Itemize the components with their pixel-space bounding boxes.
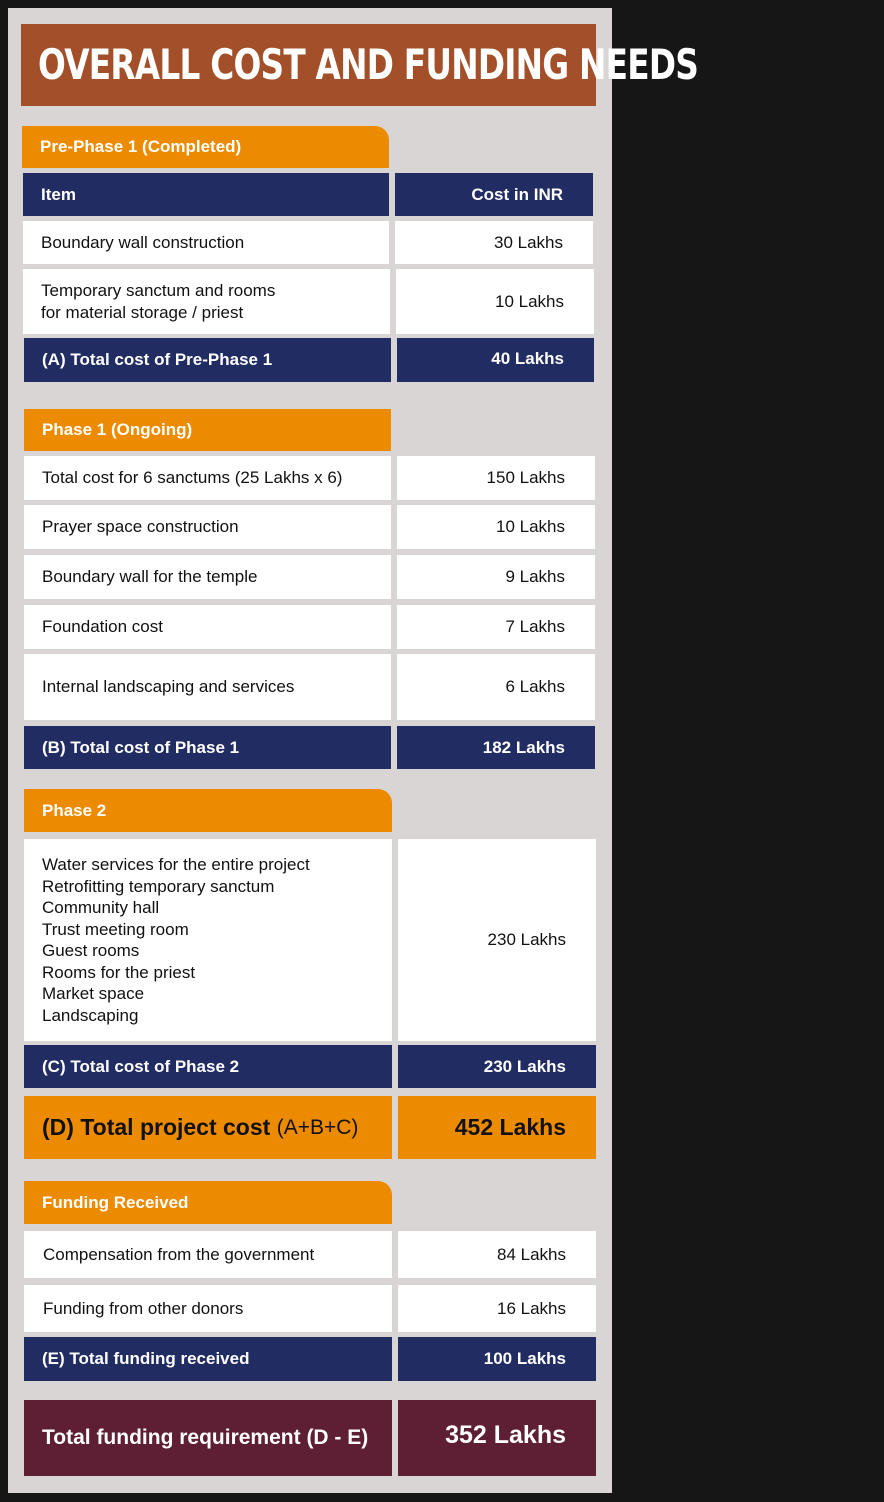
column-header-cost: Cost in INR <box>395 173 593 216</box>
item-line: Community hall <box>42 898 160 917</box>
project-total-label <box>24 1096 392 1159</box>
column-header-item: Item <box>23 173 389 216</box>
table-row-item <box>23 269 390 334</box>
table-row-cost: 6 Lakhs <box>397 654 595 720</box>
project-total-cost: 452 Lakhs <box>398 1096 596 1159</box>
page-title <box>21 24 699 106</box>
section-header-phase-1: Phase 1 (Ongoing) <box>24 409 391 451</box>
total-row-cost: 100 Lakhs <box>398 1337 596 1381</box>
table-row-cost: 9 Lakhs <box>397 555 595 599</box>
table-row-item: Prayer space construction <box>24 505 391 549</box>
funding-requirement-label: Total funding requirement (D - E) <box>24 1400 392 1476</box>
item-line: Landscaping <box>42 1005 139 1025</box>
total-row-label: (B) Total cost of Phase 1 <box>24 726 391 769</box>
item-line: Retrofitting temporary sanctum <box>42 876 275 896</box>
table-row-item: Boundary wall construction <box>23 221 389 264</box>
item-line: Market space <box>42 984 145 1003</box>
total-row-label: (A) Total cost of Pre-Phase 1 <box>24 338 391 382</box>
item-line: Temporary sanctum and rooms <box>41 281 276 300</box>
table-row-cost: 16 Lakhs <box>398 1285 596 1332</box>
table-row-item: Funding from other donors <box>24 1285 392 1332</box>
table-row-cost: 10 Lakhs <box>397 505 595 549</box>
item-line: for material storage / priest <box>41 302 244 322</box>
title-text: OVERALL COST AND FUNDING NEEDS <box>38 40 699 89</box>
table-row-item: Compensation from the government <box>24 1231 392 1278</box>
item-line: Guest rooms <box>42 941 140 960</box>
table-row-cost: 7 Lakhs <box>397 605 595 649</box>
project-total-formula: (A+B+C) <box>276 1115 359 1139</box>
table-row-cost: 150 Lakhs <box>397 456 595 500</box>
section-header-phase-2: Phase 2 <box>24 789 392 832</box>
funding-requirement-cost: 352 Lakhs <box>398 1400 596 1476</box>
item-line: Rooms for the priest <box>42 962 196 982</box>
total-row-label: (C) Total cost of Phase 2 <box>24 1045 392 1088</box>
section-header-pre-phase-1: Pre-Phase 1 (Completed) <box>22 126 389 168</box>
project-total-label-bold: (D) Total project cost <box>42 1114 271 1140</box>
item-line: Trust meeting room <box>42 919 189 939</box>
phase-2-items <box>24 839 392 1041</box>
total-row-cost: 182 Lakhs <box>397 726 595 769</box>
total-row-cost: 40 Lakhs <box>397 338 594 382</box>
section-header-funding: Funding Received <box>24 1181 392 1224</box>
table-row-item: Total cost for 6 sanctums (25 Lakhs x 6) <box>24 456 391 500</box>
table-row-cost: 84 Lakhs <box>398 1231 596 1278</box>
table-row-cost: 30 Lakhs <box>395 221 593 264</box>
table-row-item: Boundary wall for the temple <box>24 555 391 599</box>
item-line: Water services for the entire project <box>42 855 310 874</box>
total-row-label: (E) Total funding received <box>24 1337 392 1381</box>
table-row-cost: 230 Lakhs <box>398 839 596 1041</box>
total-row-cost: 230 Lakhs <box>398 1045 596 1088</box>
table-row-cost: 10 Lakhs <box>396 269 594 334</box>
table-row-item: Internal landscaping and services <box>24 654 391 720</box>
table-row-item: Foundation cost <box>24 605 391 649</box>
